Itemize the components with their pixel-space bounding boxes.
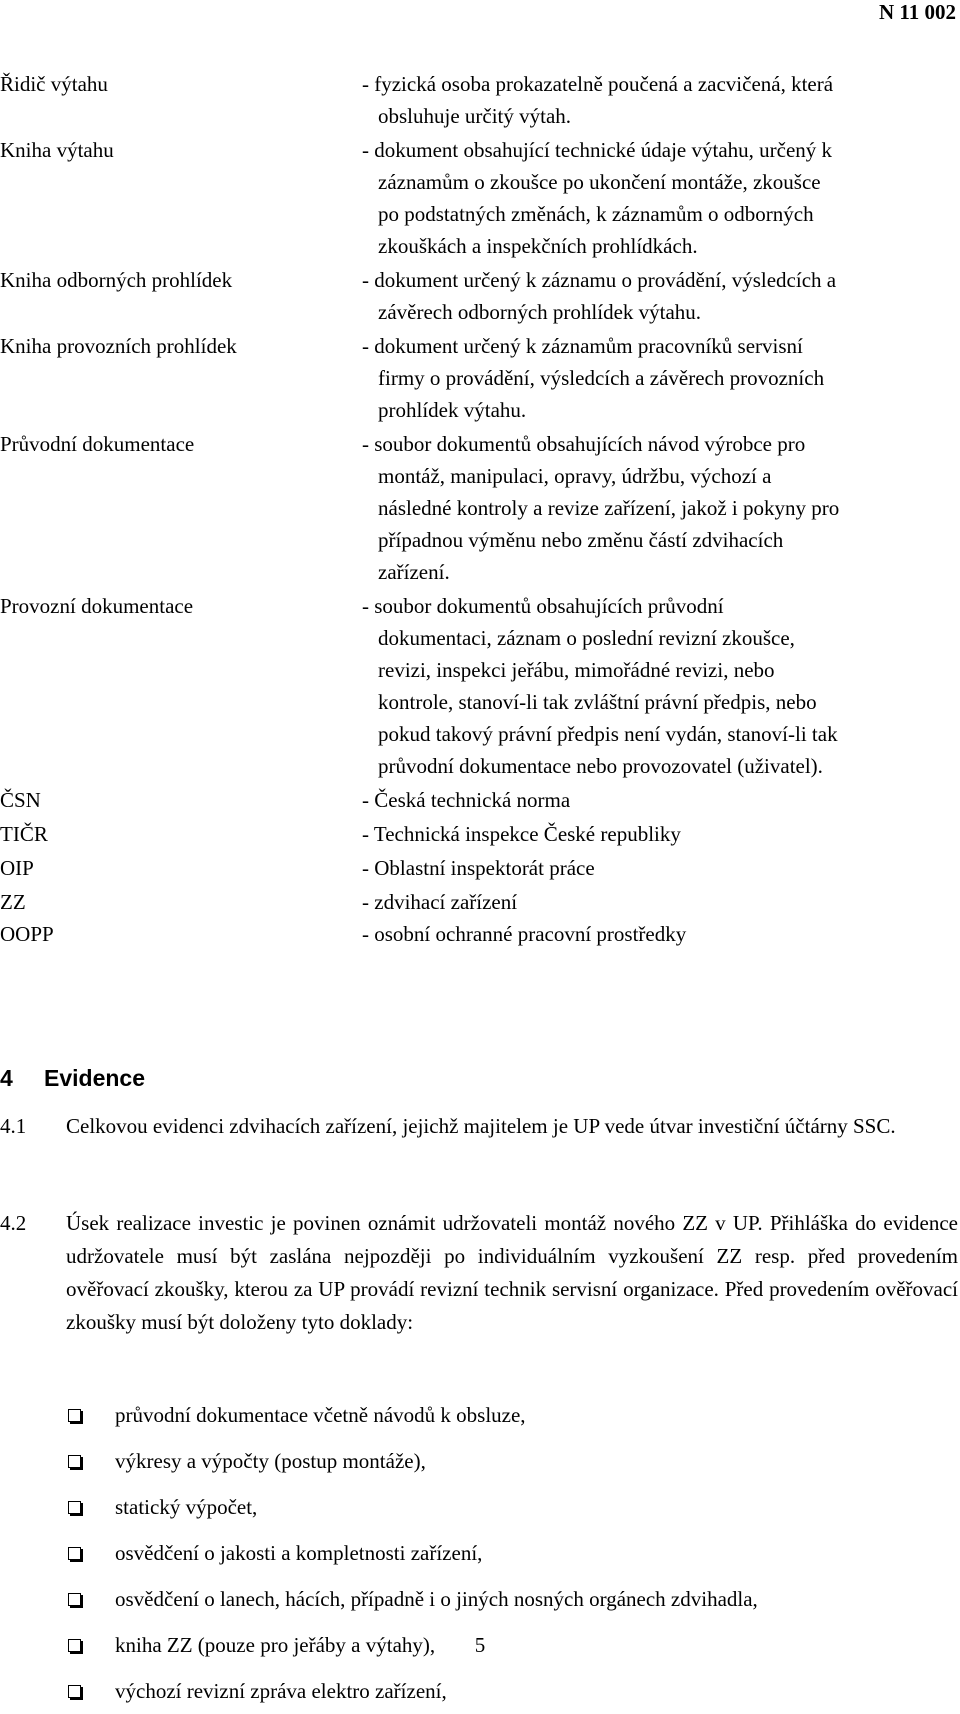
checkbox-square-icon [68, 1685, 81, 1698]
definition-term: OIP [0, 856, 34, 880]
section-title: Evidence [44, 1065, 145, 1091]
definition-line: - dokument určený k záznamům pracovníků servisní [362, 334, 803, 358]
definition-description [362, 68, 958, 132]
definition-term: ČSN [0, 788, 41, 812]
definition-description [362, 918, 958, 950]
paragraph-number: 4.1 [0, 1114, 27, 1138]
definition-line: následné kontroly a revize zařízení, jakož i pokyny pro [378, 496, 840, 520]
definition-line: dokumentaci, záznam o poslední revizní zkoušce, [378, 626, 795, 650]
list-item-text: statický výpočet, [115, 1494, 258, 1519]
definition-description [362, 852, 958, 884]
checkbox-square-icon [68, 1455, 81, 1468]
checkbox-square-icon [68, 1547, 81, 1560]
definition-line: zařízení. [378, 560, 450, 584]
definition-term: ZZ [0, 890, 26, 914]
definition-line: obsluhuje určitý výtah. [378, 104, 572, 128]
list-item [0, 1438, 958, 1484]
definition-line: průvodní dokumentace nebo provozovatel (uživatel). [378, 754, 823, 778]
definition-line: - soubor dokumentů obsahujících průvodní [362, 594, 724, 618]
definition-term: Kniha výtahu [0, 138, 114, 162]
list-item-text: výkresy a výpočty (postup montáže), [115, 1448, 426, 1473]
page-number: 5 [474, 1633, 486, 1657]
definition-line: prohlídek výtahu. [378, 398, 527, 422]
definition-term: Kniha odborných prohlídek [0, 268, 233, 292]
paragraph [0, 1110, 958, 1143]
list-item-text: osvědčení o lanech, hácích, případně i o jiných nosných orgánech zdvihadla, [115, 1586, 758, 1611]
checkbox-square-icon [68, 1501, 81, 1514]
definition-row [0, 886, 960, 918]
definition-description [362, 590, 958, 782]
list-item-text: průvodní dokumentace včetně návodů k obsluze, [115, 1402, 526, 1427]
definition-row [0, 330, 960, 426]
list-item [0, 1392, 958, 1438]
definition-row [0, 134, 960, 262]
definition-description [362, 886, 958, 918]
definition-line: - osobní ochranné pracovní prostředky [362, 922, 687, 946]
definition-line: revizi, inspekci jeřábu, mimořádné revizi, nebo [378, 658, 775, 682]
definition-line: záznamům o zkoušce po ukončení montáže, zkoušce [378, 170, 821, 194]
definition-description [362, 784, 958, 816]
paragraph-number: 4.2 [0, 1211, 27, 1235]
list-item [0, 1530, 958, 1576]
definition-line: - dokument obsahující technické údaje výtahu, určený k [362, 138, 833, 162]
definition-row [0, 68, 960, 132]
paragraph [0, 1207, 958, 1339]
list-item-text: osvědčení o jakosti a kompletnosti zařízení, [115, 1540, 483, 1565]
definition-row [0, 918, 960, 950]
paragraph-text: Úsek realizace investic je povinen oznámit udržovateli montáž nového ZZ v UP. Přihláška do evidence udržovatele musí být zaslána nejpozději po individuálním vyzkoušení ZZ resp. před provedením ověřovací zkoušky, kterou za UP provádí revizní technik servisní organizace. Před provedením ověřovací zkoušky musí být doloženy tyto doklady: [66, 1211, 958, 1334]
definition-line: - Technická inspekce České republiky [362, 822, 681, 846]
definition-description [362, 134, 958, 262]
definition-description [362, 428, 958, 588]
definition-line: firmy o provádění, výsledcích a závěrech provozních [378, 366, 825, 390]
definition-line: - Česká technická norma [362, 788, 571, 812]
definition-line: případnou výměnu nebo změnu částí zdvihacích [378, 528, 784, 552]
definition-description [362, 264, 958, 328]
checkbox-square-icon [68, 1593, 81, 1606]
definition-term: Řidič výtahu [0, 72, 108, 96]
section-number: 4 [0, 1065, 13, 1091]
definition-row [0, 852, 960, 884]
definition-row [0, 590, 960, 782]
definition-row [0, 818, 960, 850]
definition-term: OOPP [0, 922, 54, 946]
list-item [0, 1576, 958, 1622]
definition-row [0, 428, 960, 588]
checkbox-square-icon [68, 1409, 81, 1422]
definition-term: Provozní dokumentace [0, 594, 194, 618]
definition-line: - Oblastní inspektorát práce [362, 856, 595, 880]
definition-line: zkouškách a inspekčních prohlídkách. [378, 234, 698, 258]
paragraph-text: Celkovou evidenci zdvihacích zařízení, jejichž majitelem je UP vede útvar investiční účtárny SSC. [66, 1114, 896, 1138]
definition-row [0, 264, 960, 328]
list-item-text: výchozí revizní zpráva elektro zařízení, [115, 1678, 447, 1703]
definition-term: Průvodní dokumentace [0, 432, 195, 456]
definitions-list [0, 68, 960, 950]
document-number: N 11 002 [878, 0, 956, 24]
list-item [0, 1484, 958, 1530]
definition-row [0, 784, 960, 816]
definition-line: - dokument určený k záznamu o provádění, výsledcích a [362, 268, 837, 292]
definition-line: závěrech odborných prohlídek výtahu. [378, 300, 702, 324]
definition-term: TIČR [0, 822, 48, 846]
definition-term: Kniha provozních prohlídek [0, 334, 237, 358]
definition-description [362, 330, 958, 426]
list-item [0, 1668, 958, 1714]
section-heading [0, 1063, 145, 1093]
list-item-text: kniha ZZ (pouze pro jeřáby a výtahy), [115, 1632, 436, 1657]
definition-description [362, 818, 958, 850]
definition-line: - soubor dokumentů obsahujících návod výrobce pro [362, 432, 806, 456]
bullet-list [0, 1392, 958, 1714]
definition-line: - zdvihací zařízení [362, 890, 518, 914]
definition-line: pokud takový právní předpis není vydán, stanoví-li tak [378, 722, 838, 746]
definition-line: montáž, manipulaci, opravy, údržbu, výchozí a [378, 464, 772, 488]
definition-line: po podstatných změnách, k záznamům o odborných [378, 202, 814, 226]
definition-line: - fyzická osoba prokazatelně poučená a zacvičená, která [362, 72, 834, 96]
definition-line: kontrole, stanoví-li tak zvláštní právní předpis, nebo [378, 690, 817, 714]
